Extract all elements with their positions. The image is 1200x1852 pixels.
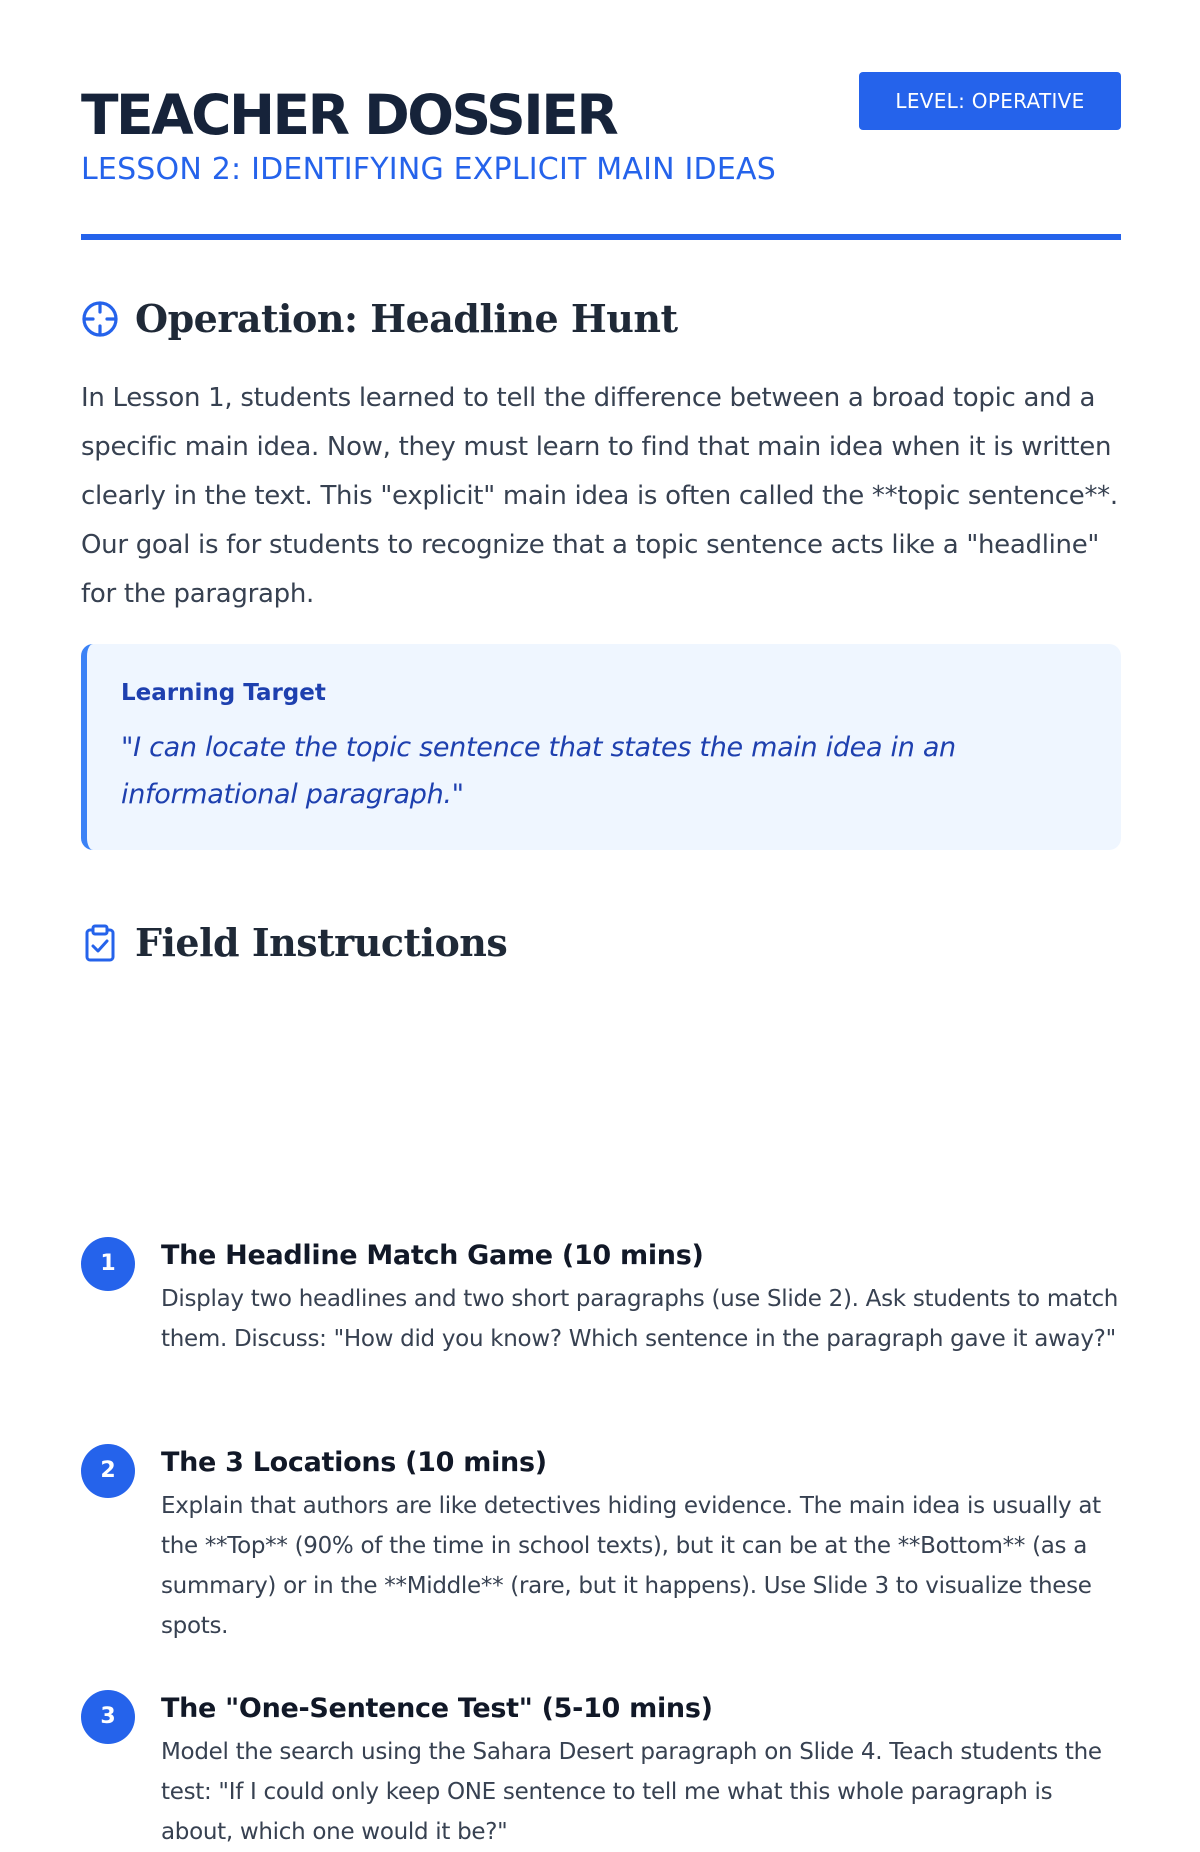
intro-paragraph: In Lesson 1, students learned to tell the difference between a broad topic and a specific main idea. Now, they must learn to find that main idea when it is written clearly in the text. This "explicit" main idea is often called the **topic sentence**. Our goal is for students to recognize that a topic sentence acts like a "headline" for the paragraph. — [81, 383, 1118, 609]
header-divider — [81, 234, 1121, 240]
step-description: Display two headlines and two short paragraphs (use Slide 2). Ask students to match them. Discuss: "How did you know? Which sentence in the paragraph gave it away?" — [161, 1286, 1119, 1352]
step-title: The "One-Sentence Test" (5-10 mins) — [161, 1693, 713, 1724]
lesson-subtitle: LESSON 2: IDENTIFYING EXPLICIT MAIN IDEAS — [81, 152, 776, 187]
learning-target-statement: "I can locate the topic sentence that states the main idea in an informational paragraph." — [121, 732, 956, 810]
step-number-badge: 1 — [81, 1237, 135, 1291]
callout-label: Learning Target — [121, 680, 326, 706]
learning-target-callout — [81, 644, 1121, 850]
document-title: TEACHER DOSSIER — [81, 83, 617, 147]
crosshair-icon — [81, 300, 119, 338]
clipboard-check-icon — [81, 924, 119, 962]
section-heading-operation — [81, 296, 678, 341]
step-number-badge: 2 — [81, 1444, 135, 1498]
step-description: Model the search using the Sahara Desert paragraph on Slide 4. Teach students the test: "If I could only keep ONE sentence to tell me what this whole paragraph is about, which one would it be?" — [161, 1739, 1102, 1845]
step-description: Explain that authors are like detectives hiding evidence. The main idea is usually at the **Top** (90% of the time in school texts), but it can be at the **Bottom** (as a summary) or in the **Middle** (rare, but it happens). Use Slide 3 to visualize these spots. — [161, 1493, 1101, 1639]
step-title: The Headline Match Game (10 mins) — [161, 1240, 704, 1271]
level-badge: LEVEL: OPERATIVE — [859, 72, 1121, 130]
section-heading-field-instructions — [81, 920, 507, 965]
section-title: Field Instructions — [135, 920, 508, 965]
section-title: Operation: Headline Hunt — [135, 296, 678, 341]
step-title: The 3 Locations (10 mins) — [161, 1447, 547, 1478]
dossier-page — [81, 0, 1121, 1845]
dossier-header — [81, 0, 1121, 240]
step-number-badge: 3 — [81, 1690, 135, 1744]
